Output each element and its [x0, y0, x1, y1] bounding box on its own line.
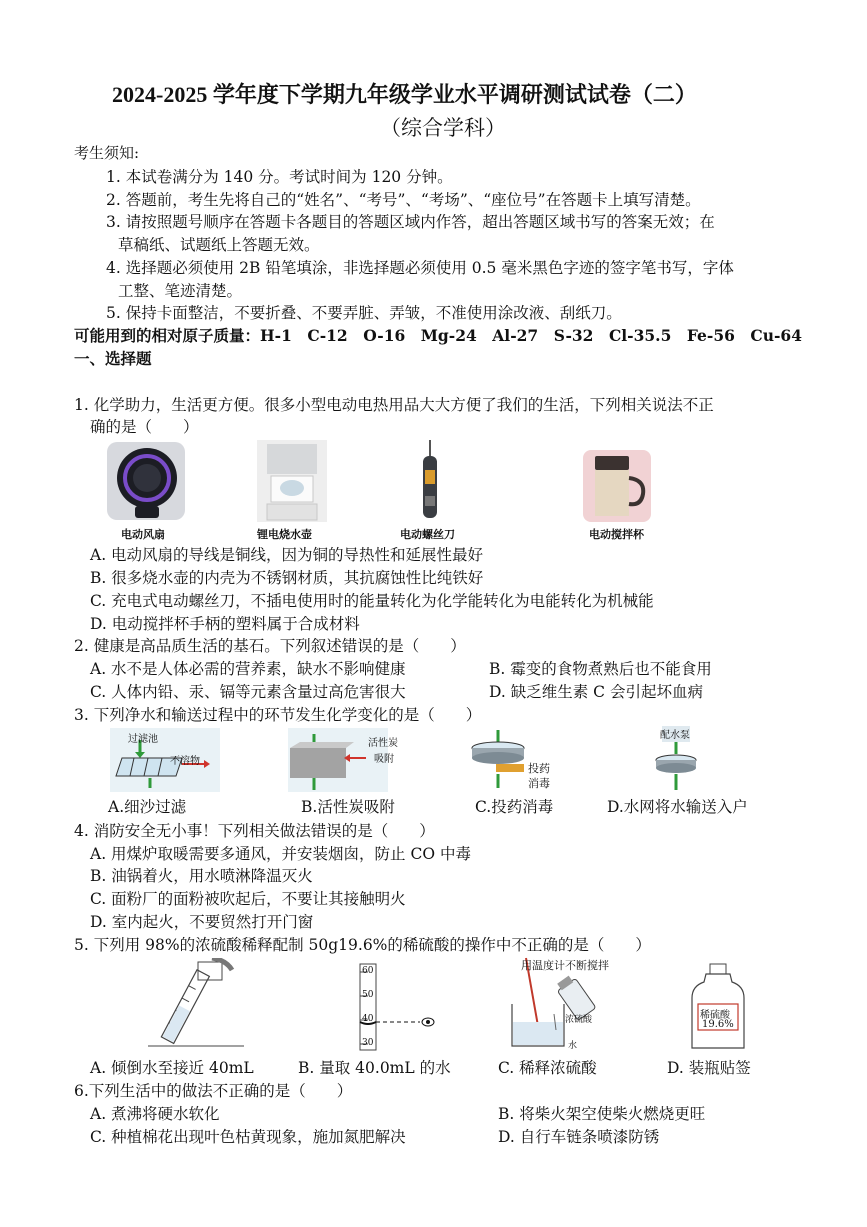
q4-stem: 4. 消防安全无小事！下列相关做法错误的是（ ）: [74, 822, 435, 840]
q3-stem: 3. 下列净水和输送过程中的环节发生化学变化的是（ ）: [74, 706, 482, 724]
q1-option-c: C. 充电式电动螺丝刀，不插电使用时的能量转化为化学能转化为电能转化为机械能: [90, 592, 654, 610]
q1-stem: 1. 化学助力，生活更方便。很多小型电动电热用品大大方便了我们的生活，下列相关说法不正: [74, 396, 714, 414]
q2-option-c: C. 人体内铅、汞、镉等元素含量过高危害很大: [90, 683, 406, 701]
label-water-pump: 配水泵: [660, 730, 690, 741]
atomic-masses: 可能用到的相对原子质量：H-1 C-12 O-16 Mg-24 Al-27 S-32 Cl-35.5 Fe-56 Cu-64: [74, 326, 802, 345]
q6-option-d: D. 自行车链条喷漆防锈: [498, 1128, 660, 1146]
q2-option-b: B. 霉变的食物煮熟后也不能食用: [489, 660, 712, 678]
notice-item-5: 5. 保持卡面整洁，不要折叠、不要弄脏、弄皱，不准使用涂改液、刮纸刀。: [106, 304, 622, 322]
caption-mixing-cup: 电动搅拌杯: [589, 528, 644, 541]
bottle-label-1: 稀硫酸: [700, 1010, 730, 1021]
q5-option-d: D. 装瓶贴签: [667, 1059, 751, 1077]
label-carbon-1: 活性炭: [368, 738, 398, 749]
q5-option-c: C. 稀释浓硫酸: [498, 1059, 597, 1077]
q2-option-d: D. 缺乏维生素 C 会引起坏血病: [489, 683, 703, 701]
q4-option-a: A. 用煤炉取暖需要多通风，并安装烟囱，防止 CO 中毒: [90, 845, 471, 863]
q5-option-b: B. 量取 40.0mL 的水: [298, 1059, 451, 1077]
q2-stem: 2. 健康是高品质生活的基石。下列叙述错误的是（ ）: [74, 637, 466, 655]
caption-fan: 电动风扇: [121, 528, 165, 541]
tick-60: 60: [362, 966, 374, 976]
caption-kettle: 锂电烧水壶: [257, 528, 312, 541]
q1-option-d: D. 电动搅拌杯手柄的塑料属于合成材料: [90, 615, 360, 633]
mixing-cup-image: [583, 450, 651, 522]
bottle-label-2: 19.6%: [702, 1019, 734, 1030]
label-filter-pool: 过滤池: [128, 734, 158, 745]
q5-option-a: A. 倾倒水至接近 40mL: [90, 1059, 254, 1077]
q5-stem: 5. 下列用 98%的浓硫酸稀释配制 50g19.6%的稀硫酸的操作中不正确的是（ ）: [74, 936, 651, 954]
filter-pool-diagram: [110, 728, 220, 792]
pour-water-diagram: [148, 958, 248, 1050]
label-water: 水: [568, 1041, 578, 1051]
exam-subtitle: （综合学科）: [380, 116, 506, 140]
notice-heading: 考生须知:: [74, 144, 140, 162]
screwdriver-image: [418, 440, 442, 522]
dosing-diagram: [470, 728, 530, 792]
q2-option-a: A. 水不是人体必需的营养素，缺水不影响健康: [90, 660, 406, 678]
q6-option-a: A. 煮沸将硬水软化: [90, 1105, 220, 1123]
q1-option-a: A. 电动风扇的导线是铜线，因为铜的导热性和延展性最好: [90, 546, 484, 564]
notice-item-4-cont: 工整、笔迹清楚。: [118, 282, 243, 300]
label-insoluble: 不溶物: [170, 756, 200, 767]
q1-option-b: B. 很多烧水壶的内壳为不锈钢材质，其抗腐蚀性比纯铁好: [90, 569, 484, 587]
tick-40: 40: [362, 1014, 374, 1024]
q6-option-c: C. 种植棉花出现叶色枯黄现象，施加氮肥解决: [90, 1128, 406, 1146]
q6-stem: 6.下列生活中的做法不正确的是（ ）: [74, 1082, 353, 1100]
caption-screwdriver: 电动螺丝刀: [400, 528, 455, 541]
notice-item-2: 2. 答题前，考生先将自己的“姓名”、“考号”、“考场”、“座位号”在答题卡上填写清楚。: [106, 191, 701, 209]
tick-50: 50: [362, 990, 374, 1000]
q3-option-c: C.投药消毒: [475, 798, 554, 816]
q3-option-d: D.水网将水输送入户: [607, 798, 748, 816]
label-conc-acid: 浓硫酸: [565, 1015, 593, 1025]
q1-stem-cont: 确的是（ ）: [90, 418, 199, 436]
label-carbon-2: 吸附: [374, 754, 394, 765]
exam-title: 2024-2025 学年度下学期九年级学业水平调研测试试卷（二）: [112, 82, 697, 107]
notice-item-3: 3. 请按照题号顺序在答题卡各题目的答题区域内作答，超出答题区域书写的答案无效；在: [106, 213, 715, 231]
q4-option-b: B. 油锅着火，用水喷淋降温灭火: [90, 867, 313, 885]
measure-volume-diagram: [340, 960, 440, 1052]
label-dose-1: 投药: [528, 762, 550, 775]
q4-option-d: D. 室内起火，不要贸然打开门窗: [90, 913, 314, 931]
notice-item-3-cont: 草稿纸、试题纸上答题无效。: [118, 236, 320, 254]
q4-option-c: C. 面粉厂的面粉被吹起后，不要让其接触明火: [90, 890, 406, 908]
label-dose-2: 消毒: [528, 777, 550, 790]
kettle-image: [257, 440, 327, 522]
notice-item-4: 4. 选择题必须使用 2B 铅笔填涂，非选择题必须使用 0.5 毫米黑色字迹的签字笔书写，字体: [106, 259, 734, 277]
q3-option-b: B.活性炭吸附: [301, 798, 395, 816]
tick-30: 30: [362, 1038, 374, 1048]
q3-option-a: A.细沙过滤: [108, 798, 187, 816]
electric-fan-image: [105, 440, 187, 522]
notice-item-1: 1. 本试卷满分为 140 分。考试时间为 120 分钟。: [106, 168, 453, 186]
q6-option-b: B. 将柴火架空使柴火燃烧更旺: [498, 1105, 706, 1123]
label-stir: 用温度计不断搅拌: [521, 959, 609, 972]
section-heading: 一、选择题: [74, 349, 152, 368]
